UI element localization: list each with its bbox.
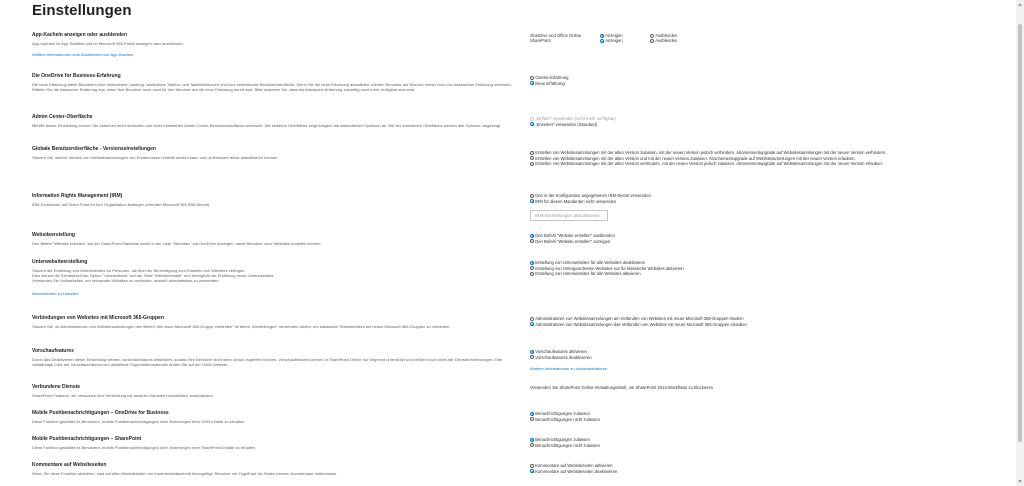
- scroll-thumb[interactable]: [1018, 24, 1022, 442]
- section-heading: Mobile Pushbenachrichtigungen – OneDrive for Business: [32, 410, 169, 416]
- section-heading: Globale Benutzeroberfläche - Versionseinstellungen: [32, 146, 156, 152]
- subsite-disable-all-radio[interactable]: Erstellung von Unterwebsites für alle Websites deaktivieren: [530, 260, 1012, 266]
- irm-do-not-use-radio[interactable]: IRM für diesen Mandanten nicht verwenden: [530, 199, 1012, 205]
- preview-disable-radio[interactable]: Vorschaufeatures deaktivieren: [530, 355, 1012, 361]
- push-sp-deny-radio[interactable]: Benachrichtigungen nicht zulassen: [530, 443, 1012, 449]
- irm-use-configured-radio[interactable]: Den in der Konfiguration angegebenen IRM-Dienst verwenden: [530, 193, 1012, 199]
- section-description: Verwenden Sie Hubwebsites, um verwandte Websites zu verbinden, anstatt Unterwebsites zu verwenden.: [32, 278, 220, 284]
- push-odb-deny-radio[interactable]: Benachrichtigungen nicht zulassen: [530, 417, 1012, 423]
- section-heading: Vorschaufeatures: [32, 348, 74, 354]
- admin-extended-radio[interactable]: „Erweitert“ verwenden (Standard): [530, 122, 1012, 128]
- radio-selected-icon: [530, 122, 534, 126]
- groups-prevent-radio[interactable]: Administratoren von Websitesammlungen am Verbinden von Websites mit neuer Microsoft 365-Gruppen hindern: [530, 316, 1012, 322]
- tile-onedrive-hide-radio[interactable]: Ausblenden: [650, 33, 700, 38]
- radio-selected-icon: [530, 350, 534, 354]
- push-sp-allow-radio[interactable]: Benachrichtigungen zulassen: [530, 437, 1012, 443]
- radio-empty-icon: [530, 443, 534, 447]
- subsite-classic-only-radio[interactable]: Erstellung von Untergeordneten Websites nur für klassische Websites aktivieren: [530, 266, 1012, 272]
- tile-row-label: SharePoint: [530, 38, 551, 44]
- section-description: SharePoint-Features, die versuchen eine Verbindung mit anderen Diensten herzustellen, beschränken.: [32, 393, 215, 398]
- admin-simple-radio: „Einfach“ verwenden (nicht mehr verfügbar): [530, 116, 1012, 122]
- section-description: Steuern Sie, welche Version von Websitesammlungen von Endbenutzern erstellt werden kann und ob Benutzer diese aktualisieren können: [32, 155, 278, 160]
- version-new-only-radio[interactable]: Erstellen von Websitesammlungen mit der alten Version verhindern, mit der neuen Version jedoch zulassen. Abonnementupgrade auf Websitesammlungen mit der neuen Version erlauben.: [530, 161, 1012, 167]
- radio-empty-icon: [530, 417, 534, 421]
- tile-row-label: OneDrive und Office Online: [530, 33, 582, 38]
- scroll-down-icon[interactable]: [1018, 480, 1022, 483]
- radio-selected-icon: [530, 322, 534, 326]
- section-heading: App-Kacheln anzeigen oder ausblenden: [32, 32, 128, 38]
- radio-empty-icon: [650, 39, 654, 43]
- radio-empty-icon: [530, 151, 534, 155]
- section-description: Wenn Sie diese Funktion aktivieren, wird auf allen Websiteseiten ein Kommentarabschnitt hinzugefügt. Benutzer mit Zugriff auf die Seiten können Kommentare hinterlassen.: [32, 471, 338, 476]
- radio-selected-icon: [530, 438, 534, 442]
- section-description: Diese Funktion gestattet es Benutzern, mobile Pushbenachrichtigungen über Änderungen ihrer SharePoint-Inhalte zu erhalten.: [32, 445, 257, 450]
- section-description: Dies steuert die Sichtbarkeit der Option "Unterwebsite" auf der Seite "Websiteinhalte" und ermöglicht die Erstellung neuer Unterwebsites.: [32, 273, 275, 279]
- section-description: Den Befehl "Website erstellen" auf der SharePoint-Startseite sowie in der Liste "Websites" auf OneDrive anzeigen, damit Benutzer neue Websites erstellen können.: [32, 241, 322, 246]
- radio-empty-icon: [530, 156, 534, 160]
- section-description: Diese Funktion gestattet es Benutzern, mobile Pushbenachrichtigungen über Änderungen ihrer ODB-Inhalte zu erhalten.: [32, 419, 246, 424]
- preview-enable-radio[interactable]: Vorschaufeatures aktivieren: [530, 349, 1012, 355]
- section-heading: Verbindungen von Websites mit Microsoft 365-Gruppen: [32, 315, 164, 321]
- tile-onedrive-show-radio[interactable]: Anzeigen: [600, 33, 650, 38]
- radio-empty-icon: [530, 464, 534, 468]
- push-odb-allow-radio[interactable]: Benachrichtigungen zulassen: [530, 411, 1012, 417]
- site-create-hide-radio[interactable]: Den Befehl "Website erstellen" ausblenden: [530, 233, 1012, 239]
- radio-empty-icon: [650, 34, 654, 38]
- radio-empty-icon: [530, 317, 534, 321]
- radio-empty-icon: [530, 266, 534, 270]
- preview-info-link[interactable]: Weitere Informationen zu Vorschaufeatures: [530, 366, 607, 372]
- subsite-enable-all-radio[interactable]: Erstellung von Unterwebsites für alle Websites aktivieren: [530, 271, 1012, 277]
- radio-selected-icon: [530, 261, 534, 265]
- section-heading: Kommentare auf Websiteseiten: [32, 462, 107, 468]
- onedrive-new-radio[interactable]: Neue Erfahrung: [530, 81, 1012, 87]
- section-description: IRM-Funktionen auf Share Point für Ihre Organisation festlegen (erfordert Microsoft 365 IRM-Dienst): [32, 202, 210, 207]
- section-description: Durch das Deaktivieren dieser Einstellung werden Vorschaufeatures deaktiviert, sodass Ihre Benutzer nicht mehr darauf zugreifen können. Vorschaufeatures werden in SharePoint Online nur begrenzt unterstützt und erfüllen noch nicht alle Dienstanforderungen. Eine vollständige Liste der Vorschaufeatures und detaillierte Supportinformationen finden Sie auf der O365-Website.: [32, 357, 503, 368]
- app-tiles-info-link[interactable]: Weitere Informationen zum Ausblenden von App-Kacheln.: [32, 52, 135, 58]
- radio-empty-icon: [530, 239, 534, 243]
- site-create-show-radio[interactable]: Den Befehl "Website erstellen" anzeigen: [530, 239, 1012, 245]
- section-description: App-Kacheln im App-Startfeld und im Microsoft 365-Portal anzeigen oder ausblenden.: [32, 41, 184, 46]
- tile-row-sharepoint: [530, 38, 1012, 43]
- page-title: Einstellungen: [32, 2, 132, 19]
- radio-empty-icon: [530, 76, 534, 80]
- vertical-scrollbar[interactable]: [1016, 0, 1024, 486]
- section-heading: Verbundene Dienste: [32, 384, 81, 390]
- radio-empty-icon: [530, 194, 534, 198]
- radio-disabled-icon: [530, 117, 534, 121]
- radio-empty-icon: [530, 162, 534, 166]
- section-description: Steuern Sie, ob Administratoren von Websitesammlungen den Befehl „Mit neuer Microsoft 365-Gruppe verbinden“ im Menü „Einstellungen“ verwenden dürfen, um klassische Teamwebsites mit neuen Microsoft 365-Gruppen zu verbinden.: [32, 324, 451, 329]
- section-heading: Unterwebsiteerstellung: [32, 259, 88, 265]
- radio-selected-icon: [530, 199, 534, 203]
- section-heading: Mobile Pushbenachrichtigungen – SharePoint: [32, 436, 142, 442]
- connected-services-note: Verwenden Sie SharePoint Online-Verwaltungsshell, um SharePoint 2013-Workflows zu blockieren: [530, 385, 714, 390]
- hubsites-info-link[interactable]: Informationen zu Hubsites: [32, 290, 79, 296]
- section-heading: Websiteerstellung: [32, 232, 75, 238]
- comments-disable-radio[interactable]: Kommentare auf Websiteseiten deaktivieren: [530, 469, 1012, 475]
- irm-update-button: IRM-Einstellungen aktualisieren: [530, 210, 608, 221]
- section-description: Die neue Erfahrung bietet Benutzern eine verbesserte Leistung, zusätzliche Telefon- und Tabletfunktionen und eine vereinfachte Benutzeroberfläche. Wenn Sie die neue Erfahrung auswählen, können Benutzer auf Wunsch immer noch zur klassischen Erfahrung wechseln. Wählen Sie die klassische Erfahrung aus, wenn Ihre Benutzer noch nicht für den Wechsel auf die neue Erfahrung bereit sind. Bitte beachten Sie, dass die klassische Erfahrung zukünftig nicht mehr verfügbar sein wird.: [32, 82, 512, 93]
- section-heading: Information Rights Management (IRM): [32, 193, 123, 199]
- section-heading: Die OneDrive for Business-Erfahrung: [32, 73, 121, 79]
- radio-selected-icon: [530, 469, 534, 473]
- version-old-only-radio[interactable]: Erstellen von Websitesammlungen mit der alten Version zulassen, mit der neuen Version jedoch verhindern. Abonnementupgrade auf Websitesammlungen mit der neuen Version verhindern.: [530, 150, 1012, 156]
- version-both-radio[interactable]: Erstellen von Websitesammlungen mit der alten Version und mit der neuen Version zulassen. Abonnementupgrade auf Websitesammlungen mit der neuen Version erlauben.: [530, 156, 1012, 162]
- comments-enable-radio[interactable]: Kommentare auf Websiteseiten aktivieren: [530, 463, 1012, 469]
- radio-selected-icon: [530, 81, 534, 85]
- onedrive-classic-radio[interactable]: Classic-Erfahrung: [530, 75, 1012, 81]
- tile-sharepoint-hide-radio[interactable]: Ausblenden: [650, 38, 700, 43]
- section-description: Steuern die Erstellung von Unterwebsites für Personen, die über die Berechtigung zum Erstellen von Websites verfügen.: [32, 268, 246, 273]
- section-heading: Admin Center-Oberfläche: [32, 114, 93, 120]
- radio-empty-icon: [530, 355, 534, 359]
- section-description: Mithilfe dieser Einstellung können Sie zwischen einer einfachen und einer erweiterten Admin Center-Benutzeroberfläche wechseln. Die einfache Oberfläche zeigt lediglich die wesentlichen Optionen an. Bei der erweiterten Oberfläche werden alle Optionen angezeigt.: [32, 123, 502, 128]
- scroll-up-icon[interactable]: [1018, 3, 1022, 6]
- radio-selected-icon: [530, 234, 534, 238]
- tile-sharepoint-show-radio[interactable]: Anzeigen: [600, 38, 650, 43]
- radio-empty-icon: [530, 272, 534, 276]
- radio-selected-icon: [530, 412, 534, 416]
- radio-selected-icon: [600, 34, 604, 38]
- radio-selected-icon: [600, 39, 604, 43]
- groups-allow-radio[interactable]: Administratoren von Websitesammlungen das Verbinden von Websites mit neuer Microsoft 365-Gruppen erlauben: [530, 322, 1012, 328]
